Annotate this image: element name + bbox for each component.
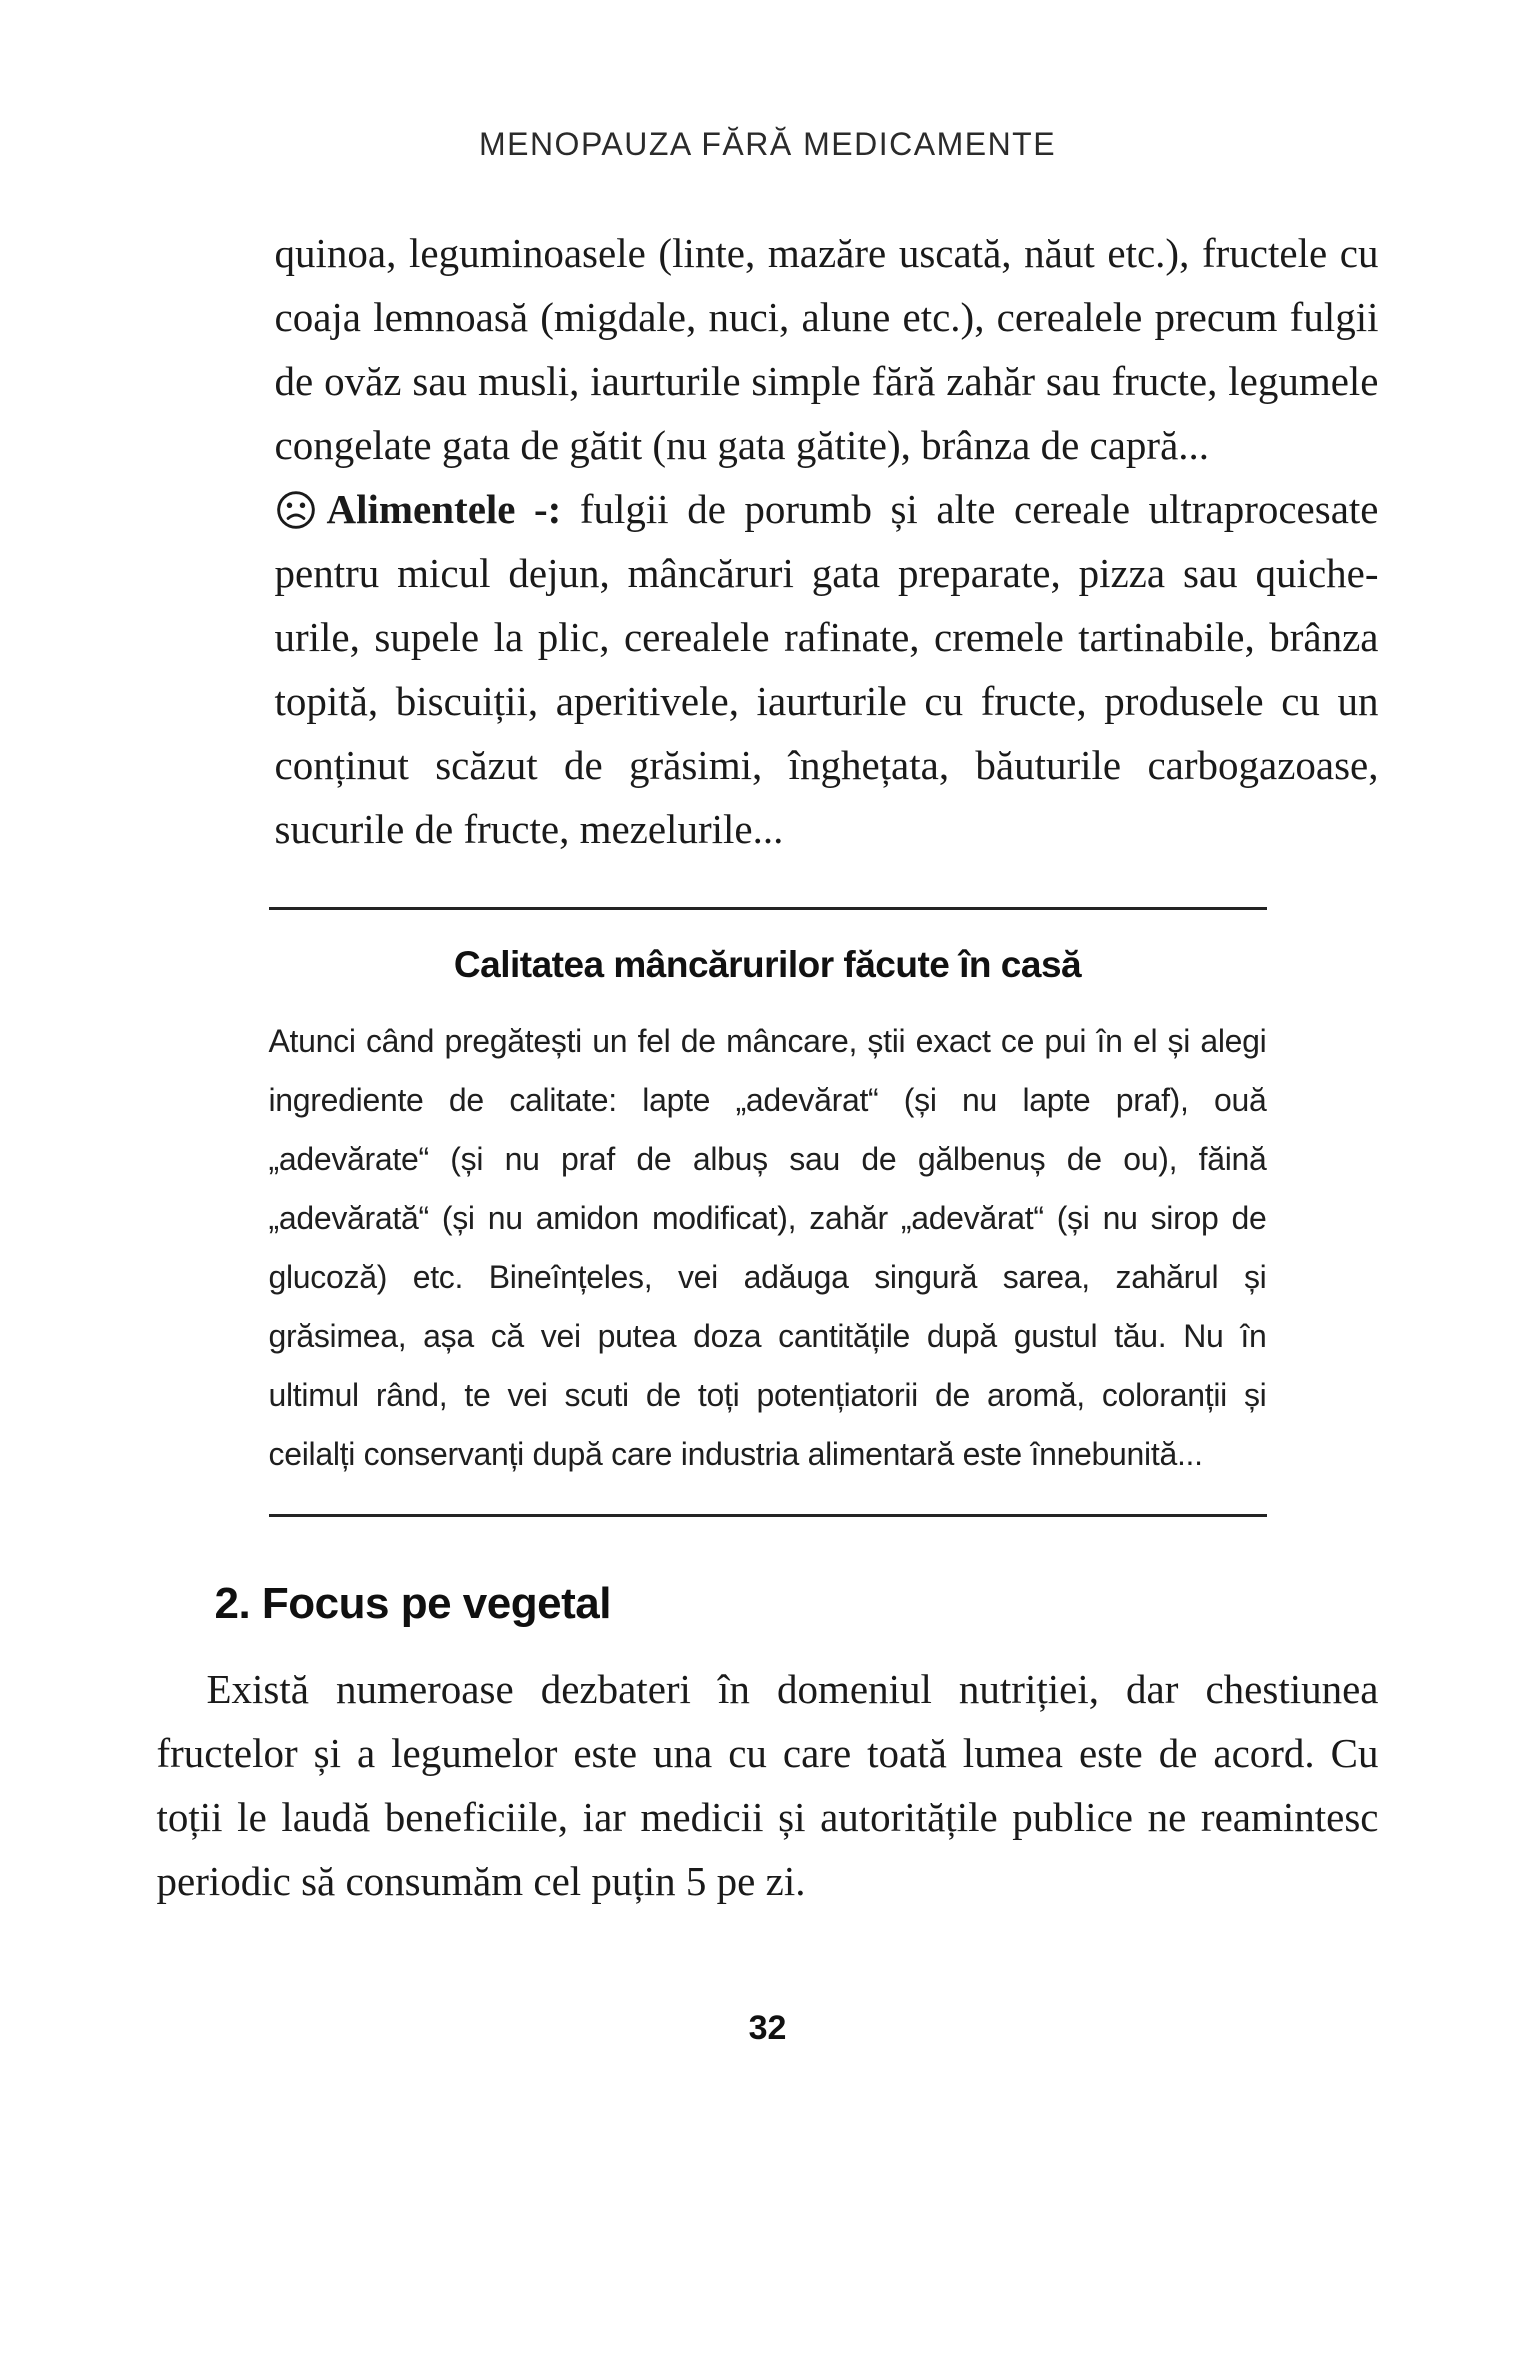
box-body-paragraph: Atunci când pregătești un fel de mâncare, știi exact ce pui în el și alegi ingrediente de calitate: lapte „adevărat“ (și nu lapte praf), ouă „adevărate“ (și nu praf de albuș sau de gălbenuș de ou), făină „adevărată“ (și nu amidon modificat), zahăr „adevărat“ (și nu sirop de glucoză) etc. Bineînțeles, vei adăuga singură sarea, zahărul și grăsimea, așa că vei putea doza cantitățile după gustul tău. Nu în ultimul rând, te vei scuti de toți potențiatorii de aromă, coloranții și ceilalți conservanți după care industria alimentară este înnebunită... [268, 1023, 1267, 1472]
section-heading: 2. Focus pe vegetal [214, 1579, 611, 1628]
list-continuation-paragraph: quinoa, leguminoasele (linte, mazăre uscată, năut etc.), fructele cu coaja lemnoasă (migdale, nuci, alune etc.), cerealele precum fulgii de ovăz sau musli, iaurturile simple fără zahăr sau fructe, legumele congelate gata de gătit (nu gata gătite), brânza de capră... [274, 230, 1379, 468]
list-item-label: Alimentele -: [326, 486, 562, 532]
list-item-text: fulgii de porumb și alte cereale ultraprocesate pentru micul dejun, mâncăruri gata preparate, pizza sau quiche-urile, supele la plic, cerealele rafinate, cremele tartinabile, brânza topită, biscuiții, aperitivele, iaurturile cu fructe, produsele cu un conținut scăzut de grăsimi, înghețata, băuturile carbogazoase, sucurile de fructe, mezelurile... [274, 486, 1379, 852]
book-page [157, 0, 1379, 2048]
running-header: MENOPAUZA FĂRĂ MEDICAMENTE [478, 126, 1057, 162]
page-number: 32 [748, 2009, 787, 2047]
callout-box [269, 907, 1267, 1517]
sad-face-icon [275, 485, 317, 527]
body-paragraph: Există numeroase dezbateri în domeniul nutriției, dar chestiunea fructelor și a legumelor este una cu care toată lumea este de acord. Cu toții le laudă beneficiile, iar medicii și autoritățile publice ne reamintesc periodic să consumăm cel puțin 5 pe zi. [156, 1666, 1379, 1904]
box-title: Calitatea mâncărurilor făcute în casă [453, 944, 1082, 985]
box-top-rule [269, 907, 1267, 910]
bad-foods-list-item [275, 477, 1379, 861]
box-bottom-rule [269, 1514, 1267, 1517]
